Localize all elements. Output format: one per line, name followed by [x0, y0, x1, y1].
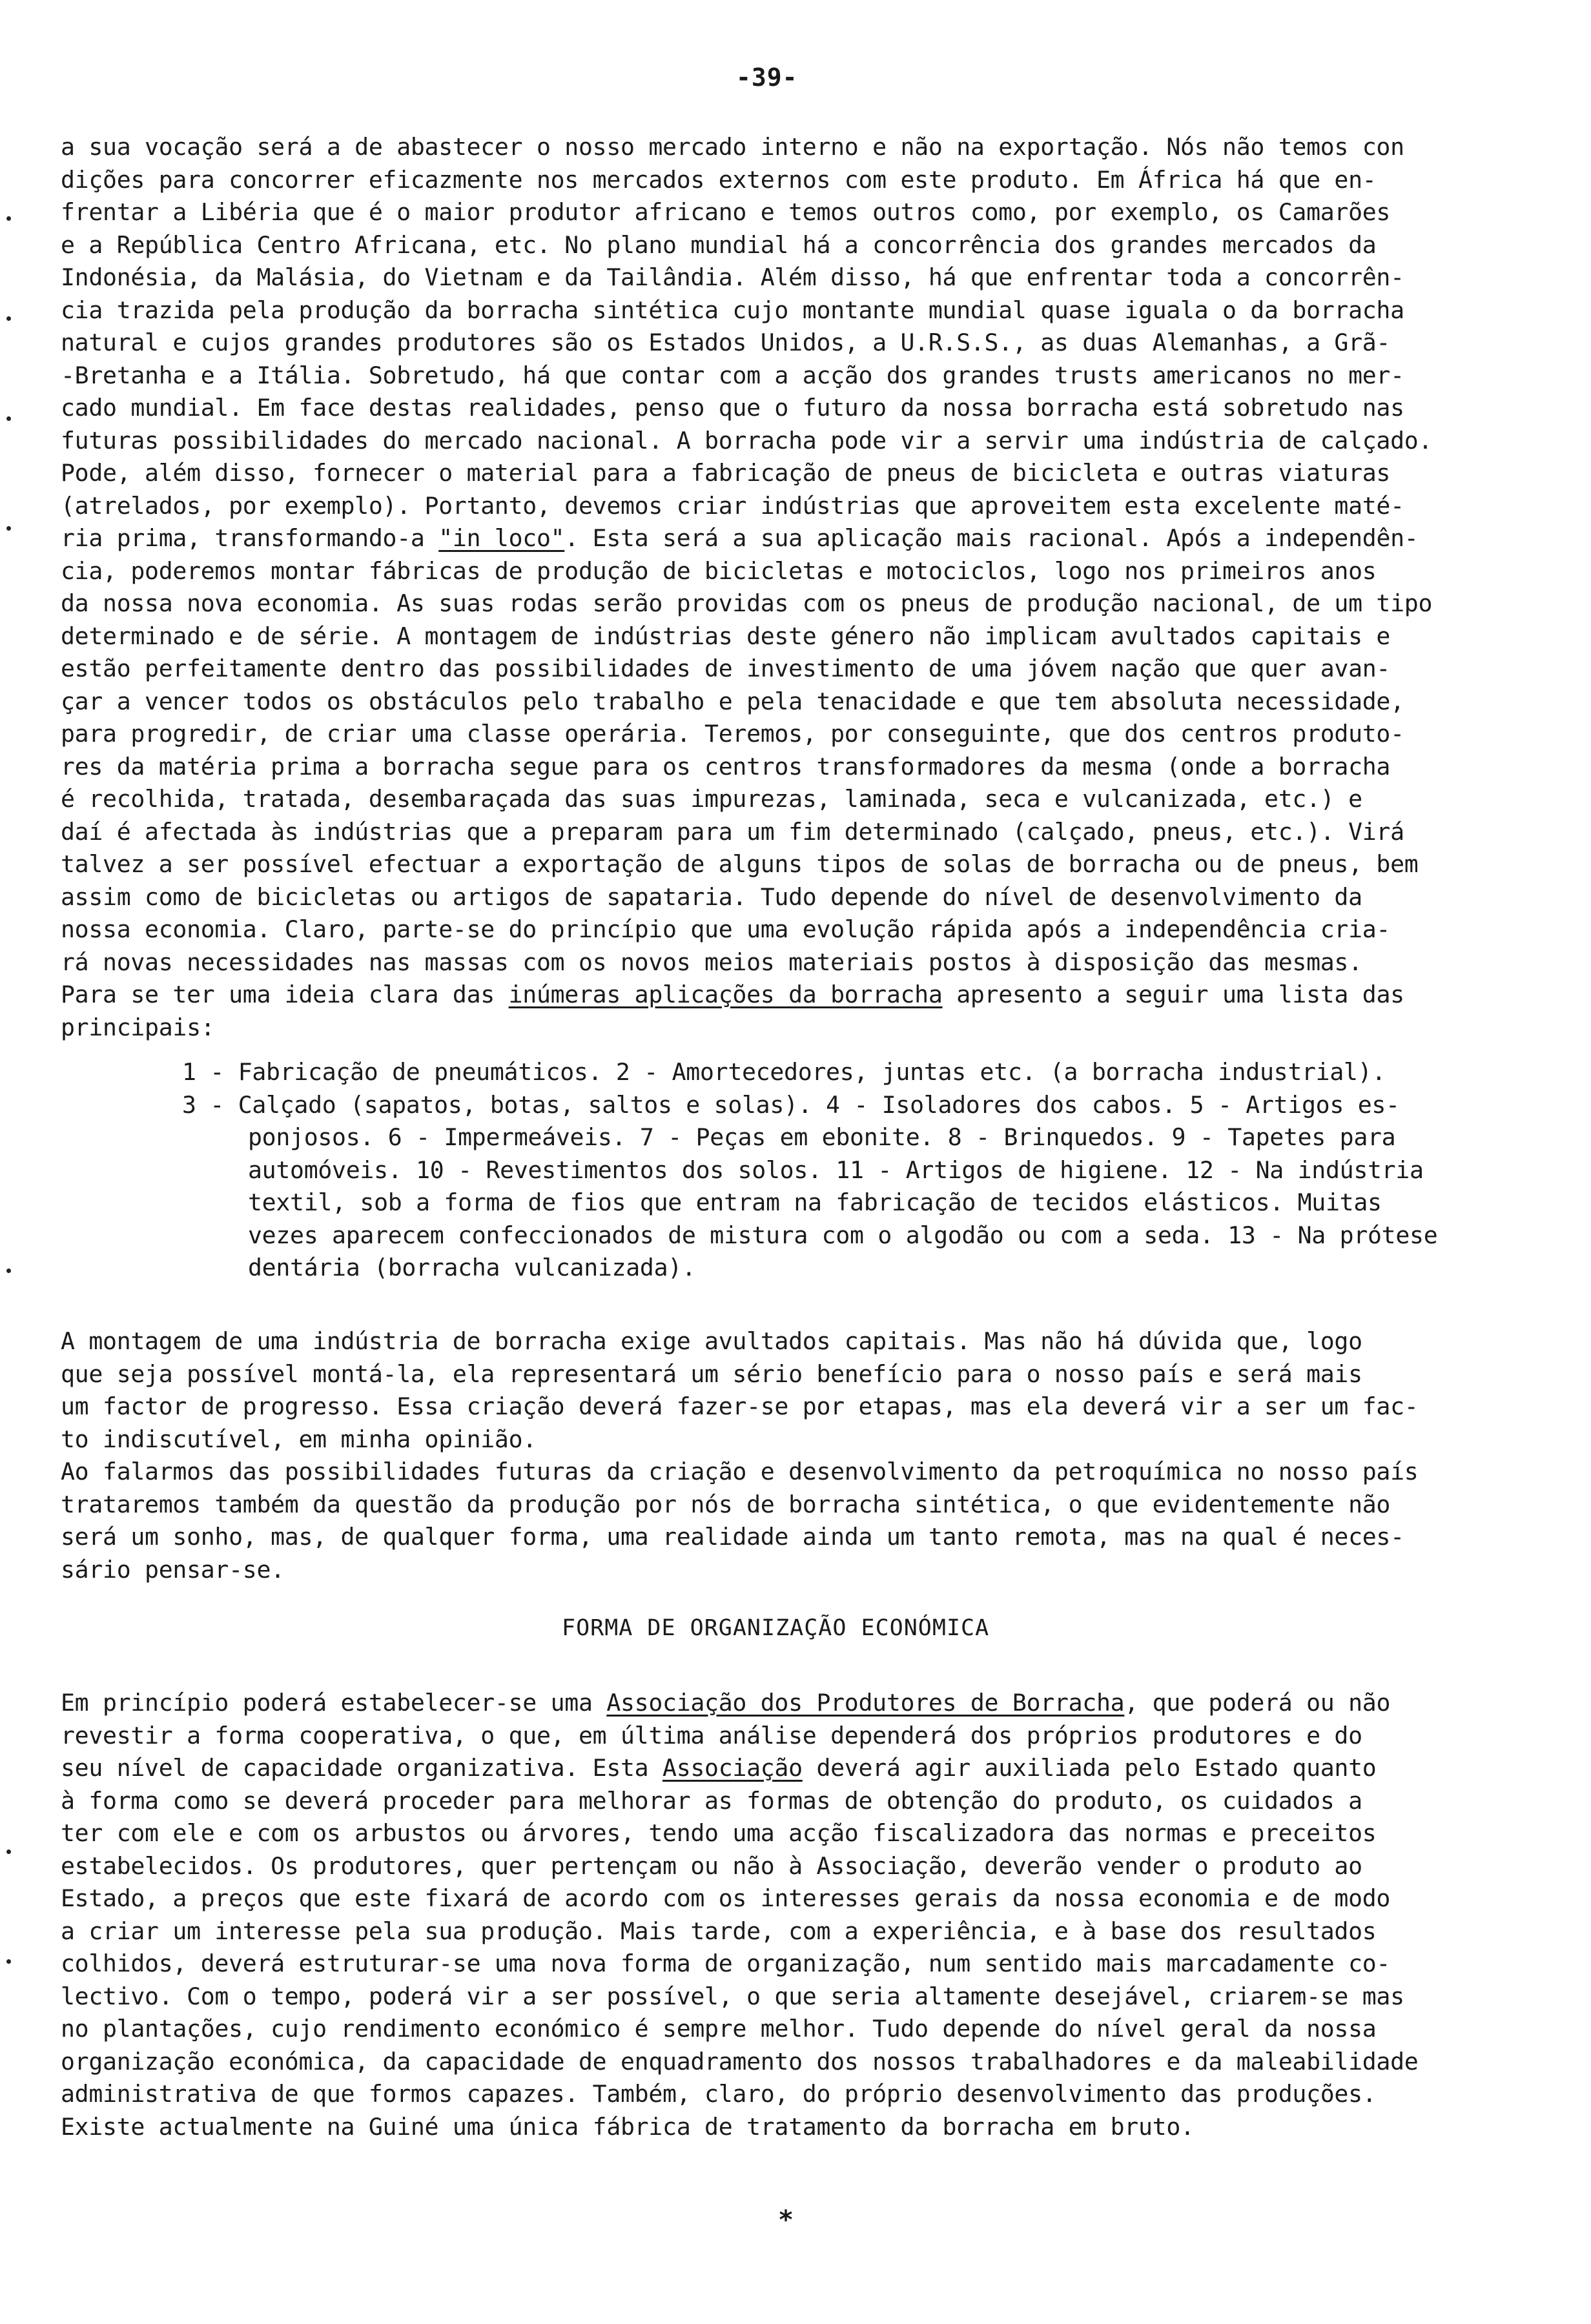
underlined-associacao: Associação	[662, 1754, 803, 1782]
margin-mark	[6, 1269, 11, 1273]
text-line: res da matéria prima a borracha segue para os centros transformadores da mesma (onde a borracha	[61, 752, 1391, 780]
text-line: e a República Centro Africana, etc. No plano mundial há a concorrência dos grandes mercados da	[61, 230, 1377, 259]
list-item: automóveis. 10 - Revestimentos dos solos. 11 - Artigos de higiene. 12 - Na indústria	[248, 1156, 1424, 1184]
footer-asterisk: *	[778, 2205, 794, 2235]
list-item: vezes aparecem confeccionados de mistura com o algodão ou com a seda. 13 - Na prótese	[248, 1221, 1438, 1249]
text-line: organização económica, da capacidade de enquadramento dos nossos trabalhadores e da maleabilidade	[61, 2047, 1419, 2075]
text-line: nossa economia. Claro, parte-se do princípio que uma evolução rápida após a independência cria-	[61, 915, 1391, 943]
text-line: futuras possibilidades do mercado nacional. A borracha pode vir a servir uma indústria de calçado.	[61, 426, 1433, 454]
underlined-associacao-produtores: Associação dos Produtores de Borracha	[606, 1689, 1125, 1717]
text-line: Existe actualmente na Guiné uma única fábrica de tratamento da borracha em bruto.	[61, 2112, 1195, 2141]
text-line: çar a vencer todos os obstáculos pelo trabalho e pela tenacidade e que tem absoluta necessidade,	[61, 687, 1404, 715]
text-segment: ria prima, transformando-a	[61, 524, 439, 552]
text-line: estabelecidos. Os produtores, quer pertençam ou não à Associação, deverão vender o produto ao	[61, 1851, 1362, 1880]
text-line: to indiscutível, em minha opinião.	[61, 1425, 537, 1453]
intro-paragraph	[61, 131, 1539, 1044]
margin-mark	[6, 416, 11, 421]
text-line-aplicacoes	[61, 979, 1539, 1012]
section-paragraph	[61, 1687, 1539, 2143]
text-line: natural e cujos grandes produtores são os Estados Unidos, a U.R.S.S., as duas Alemanhas, a Grã-	[61, 329, 1391, 356]
text-line: -Bretanha e a Itália. Sobretudo, há que contar com a acção dos grandes trusts americanos no mer-	[61, 361, 1404, 389]
text-line: é recolhida, tratada, desembaraçada das suas impurezas, laminada, seca e vulcanizada, etc.) e	[61, 785, 1362, 813]
margin-mark	[6, 216, 11, 221]
list-item: dentária (borracha vulcanizada).	[248, 1254, 696, 1281]
list-item: 1 - Fabricação de pneumáticos. 2 - Amortecedores, juntas etc. (a borracha industrial).	[182, 1058, 1386, 1086]
margin-mark	[6, 1959, 11, 1964]
text-line: no plantações, cujo rendimento económico é sempre melhor. Tudo depende do nível geral da nossa	[61, 2015, 1377, 2043]
text-segment: Em princípio poderá estabelecer-se uma	[61, 1689, 607, 1717]
text-line: (atrelados, por exemplo). Portanto, devemos criar indústrias que aproveitem esta excelente maté-	[61, 491, 1404, 520]
text-line: um factor de progresso. Essa criação deverá fazer-se por etapas, mas ela deverá vir a ser um fac-	[61, 1392, 1419, 1420]
text-line: ter com ele e com os arbustos ou árvores, tendo uma acção fiscalizadora das normas e preceitos	[61, 1819, 1377, 1847]
text-line: cado mundial. Em face destas realidades, penso que o futuro da nossa borracha está sobretudo nas	[61, 394, 1404, 422]
text-line: à forma como se deverá proceder para melhorar as formas de obtenção do produto, os cuidados a	[61, 1786, 1362, 1815]
text-segment: . Esta será a sua aplicação mais racional. Após a independên-	[564, 524, 1419, 552]
section-heading: FORMA DE ORGANIZAÇÃO ECONÓMICA	[562, 1615, 990, 1641]
text-line: Ao falarmos das possibilidades futuras da criação e desenvolvimento da petroquímica no nosso país	[61, 1458, 1419, 1485]
text-line: revestir a forma cooperativa, o que, em última análise dependerá dos próprios produtores e do	[61, 1721, 1362, 1749]
text-line: estão perfeitamente dentro das possibilidades de investimento de uma jóvem nação que quer avan-	[61, 655, 1391, 682]
text-line: trataremos também da questão da produção por nós de borracha sintética, o que evidentemente não	[61, 1490, 1391, 1518]
after-list-paragraph	[61, 1325, 1539, 1586]
margin-mark	[6, 526, 11, 531]
underlined-in-loco: "in loco"	[438, 524, 565, 552]
text-line: para progredir, de criar uma classe operária. Teremos, por conseguinte, que dos centros produto-	[61, 720, 1404, 748]
text-line-in-loco	[61, 522, 1539, 555]
text-segment: deverá agir auxiliada pelo Estado quanto	[802, 1754, 1377, 1782]
text-line: colhidos, deverá estruturar-se uma nova forma de organização, num sentido mais marcadamente co-	[61, 1950, 1391, 1977]
page-number: -39-	[736, 63, 798, 92]
text-line: principais:	[61, 1013, 215, 1041]
text-line: Pode, além disso, fornecer o material para a fabricação de pneus de bicicleta e outras viaturas	[61, 459, 1391, 487]
text-line: a sua vocação será a de abastecer o nosso mercado interno e não na exportação. Nós não temos con	[61, 133, 1404, 161]
text-line: a criar um interesse pela sua produção. Mais tarde, com a experiência, e à base dos resultados	[61, 1917, 1377, 1945]
text-segment: Para se ter uma ideia clara das	[61, 981, 509, 1008]
text-line: frentar a Libéria que é o maior produtor africano e temos outros como, por exemplo, os Camarões	[61, 198, 1391, 226]
text-line: dições para concorrer eficazmente nos mercados externos com este produto. Em África há que en-	[61, 165, 1377, 194]
list-item: 3 - Calçado (sapatos, botas, saltos e solas). 4 - Isoladores dos cabos. 5 - Artigos es-	[182, 1090, 1400, 1119]
underlined-aplicacoes: inúmeras aplicações da borracha	[508, 981, 943, 1008]
list-item: textil, sob a forma de fios que entram na fabricação de tecidos elásticos. Muitas	[248, 1188, 1382, 1216]
text-line: determinado e de série. A montagem de indústrias deste género não implicam avultados capitais e	[61, 622, 1391, 650]
text-line: daí é afectada às indústrias que a preparam para um fim determinado (calçado, pneus, etc.). Virá	[61, 817, 1404, 846]
text-line: A montagem de uma indústria de borracha exige avultados capitais. Mas não há dúvida que, logo	[61, 1327, 1362, 1355]
text-line: lectivo. Com o tempo, poderá vir a ser possível, o que seria altamente desejável, criarem-se mas	[61, 1982, 1404, 2010]
text-line-associacao	[61, 1752, 1539, 1785]
text-line: administrativa de que formos capazes. Também, claro, do próprio desenvolvimento das produções.	[61, 2080, 1377, 2108]
text-line-associacao-produtores	[61, 1687, 1539, 1720]
text-line: sário pensar-se.	[61, 1555, 285, 1584]
text-line: que seja possível montá-la, ela representará um sério benefício para o nosso país e será mais	[61, 1360, 1362, 1388]
text-segment: , que poderá ou não	[1124, 1689, 1391, 1717]
text-line: talvez a ser possível efectuar a exportação de alguns tipos de solas de borracha ou de pneus, bem	[61, 850, 1419, 878]
margin-mark	[6, 316, 11, 321]
text-segment: apresento a seguir uma lista das	[942, 981, 1404, 1008]
applications-list	[182, 1056, 1437, 1285]
text-line: será um sonho, mas, de qualquer forma, uma realidade ainda um tanto remota, mas na qual é neces-	[61, 1523, 1404, 1551]
text-segment: seu nível de capacidade organizativa. Esta	[61, 1754, 663, 1782]
text-line: assim como de bicicletas ou artigos de sapataria. Tudo depende do nível de desenvolvimento da	[61, 882, 1362, 911]
list-item: ponjosos. 6 - Impermeáveis. 7 - Peças em ebonite. 8 - Brinquedos. 9 - Tapetes para	[248, 1123, 1396, 1151]
text-line: cia, poderemos montar fábricas de produção de bicicletas e motociclos, logo nos primeiros anos	[61, 556, 1377, 585]
text-line: Estado, a preços que este fixará de acordo com os interesses gerais da nossa economia e de modo	[61, 1884, 1391, 1912]
text-line: rá novas necessidades nas massas com os novos meios materiais postos à disposição das mesmas.	[61, 948, 1362, 976]
text-line: Indonésia, da Malásia, do Vietnam e da Tailândia. Além disso, há que enfrentar toda a concorrên-	[61, 263, 1404, 291]
text-line: cia trazida pela produção da borracha sintética cujo montante mundial quase iguala o da borracha	[61, 296, 1404, 324]
margin-mark	[6, 1850, 11, 1854]
text-line: da nossa nova economia. As suas rodas serão providas com os pneus de produção nacional, de um tipo	[61, 589, 1433, 617]
